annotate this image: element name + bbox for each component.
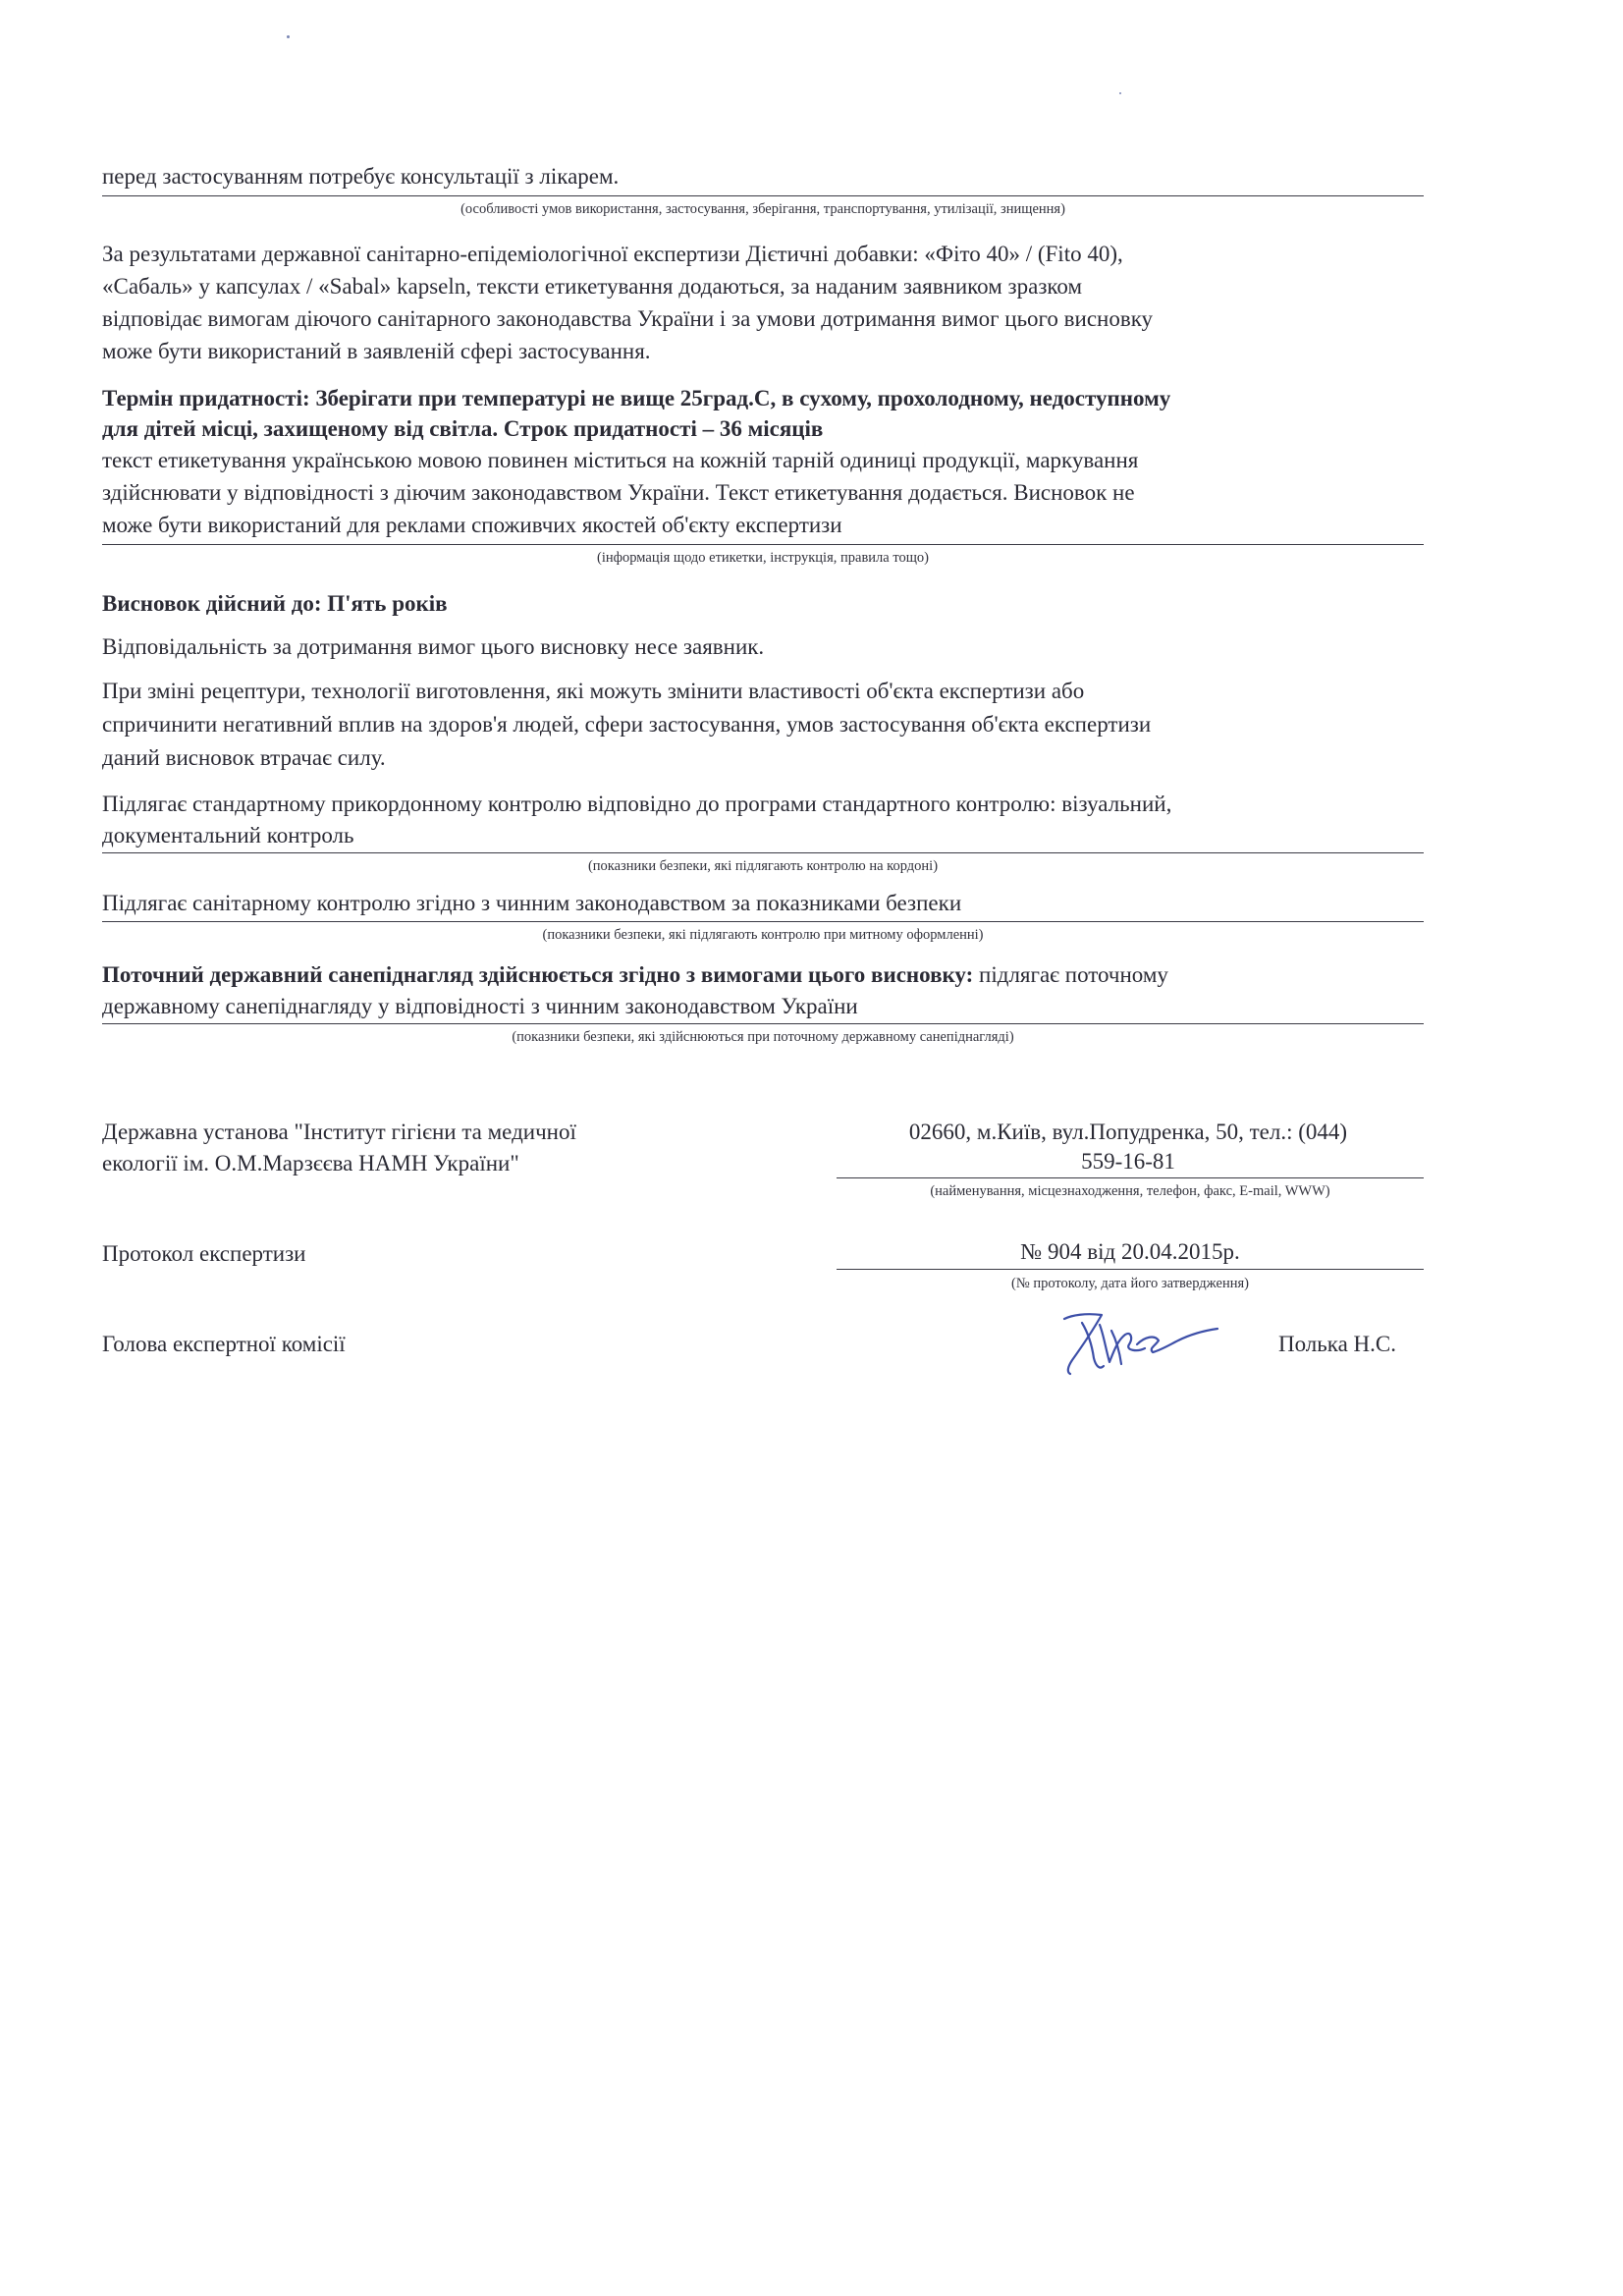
label-text-line: здійснювати у відповідності з діючим законодавством України. Текст етикетування додається. Висновок не [102, 480, 1135, 505]
border-control-line: документальний контроль [102, 823, 354, 847]
label-text-line: може бути використаний для реклами споживчих якостей об'єкту експертизи [102, 513, 842, 537]
underline [102, 544, 1424, 545]
supervision-caption: (показники безпеки, які здійснюються при поточному державному санепіднагляді) [512, 1029, 1014, 1045]
supervision-line-2: державному санепіднагляду у відповідності з чинним законодавством України [102, 994, 858, 1018]
protocol-caption: (№ протоколу, дата його затвердження) [1011, 1276, 1249, 1291]
scan-speck [287, 35, 290, 38]
institution-address-line: 02660, м.Київ, вул.Попудренка, 50, тел.: (044) [908, 1120, 1348, 1144]
sanitary-control-text: Підлягає санітарному контролю згідно з чинним законодавством за показниками безпеки [102, 891, 962, 915]
institution-name-line: екології ім. О.М.Марзєєва НАМН України" [102, 1151, 519, 1175]
validity-text: Висновок дійсний до: П'ять років [102, 591, 448, 616]
shelf-life-line: для дітей місці, захищеному від світла. Строк придатності – 36 місяців [102, 416, 824, 441]
border-control-caption: (показники безпеки, які підлягають контролю на кордоні) [587, 858, 939, 874]
changes-line: даний висновок втрачає силу. [102, 745, 386, 770]
changes-line: При зміні рецептури, технології виготовлення, які можуть змінити властивості об'єкта експертизи або [102, 679, 1085, 703]
border-control-line: Підлягає стандартному прикордонному контролю відповідно до програми стандартного контролю: візуальний, [102, 792, 1172, 816]
sanitary-control-caption: (показники безпеки, які підлягають контролю при митному оформленні) [542, 927, 984, 943]
underline [102, 195, 1424, 196]
institution-caption: (найменування, місцезнаходження, телефон, факс, E-mail, WWW) [930, 1183, 1330, 1199]
handwritten-signature [1043, 1301, 1239, 1390]
supervision-line [102, 962, 1424, 988]
supervision-rest: підлягає поточному [973, 962, 1168, 987]
conclusion-line: може бути використаний в заявленій сфері застосування. [102, 339, 651, 363]
changes-line: спричинити негативний вплив на здоров'я людей, сфери застосування, умов застосування об'єкта експертизи [102, 712, 1152, 737]
conclusion-line: «Сабаль» у капсулах / «Sabal» kapseln, тексти етикетування додаються, за наданим заявником зразком [102, 274, 1083, 299]
commission-label: Голова експертної комісії [102, 1332, 346, 1356]
conclusion-line: За результатами державної санітарно-епідеміологічної експертизи Дієтичні добавки: «Фіто 40» / (Fito 40), [102, 242, 1123, 266]
usage-caption: (особливості умов використання, застосування, зберігання, транспортування, утилізації, знищення) [460, 201, 1065, 217]
protocol-label: Протокол експертизи [102, 1241, 306, 1266]
underline [102, 852, 1424, 853]
label-text-line: текст етикетування українською мовою повинен міститься на кожній тарній одиниці продукції, маркування [102, 448, 1139, 472]
signer-name: Полька Н.С. [1278, 1332, 1397, 1356]
institution-address-line: 559-16-81 [1081, 1149, 1175, 1174]
usage-text: перед застосуванням потребує консультації з лікарем. [102, 164, 620, 189]
conclusion-line: відповідає вимогам діючого санітарного законодавства України і за умови дотримання вимог цього висновку [102, 306, 1154, 331]
shelf-life-line: Термін придатності: Зберігати при температурі не вище 25град.С, в сухому, прохолодному, недоступному [102, 386, 1171, 410]
underline [102, 921, 1424, 922]
underline [837, 1269, 1424, 1270]
underline [837, 1177, 1424, 1178]
protocol-value: № 904 від 20.04.2015р. [1020, 1239, 1240, 1264]
supervision-bold: Поточний державний санепіднагляд здійснюється згідно з вимогами цього висновку: [102, 962, 974, 987]
underline [102, 1023, 1424, 1024]
responsibility-text: Відповідальність за дотримання вимог цього висновку несе заявник. [102, 634, 765, 659]
label-caption: (інформація щодо етикетки, інструкція, правила тощо) [597, 550, 929, 566]
institution-name-line: Державна установа "Інститут гігієни та медичної [102, 1120, 576, 1144]
scan-speck [1119, 92, 1121, 94]
